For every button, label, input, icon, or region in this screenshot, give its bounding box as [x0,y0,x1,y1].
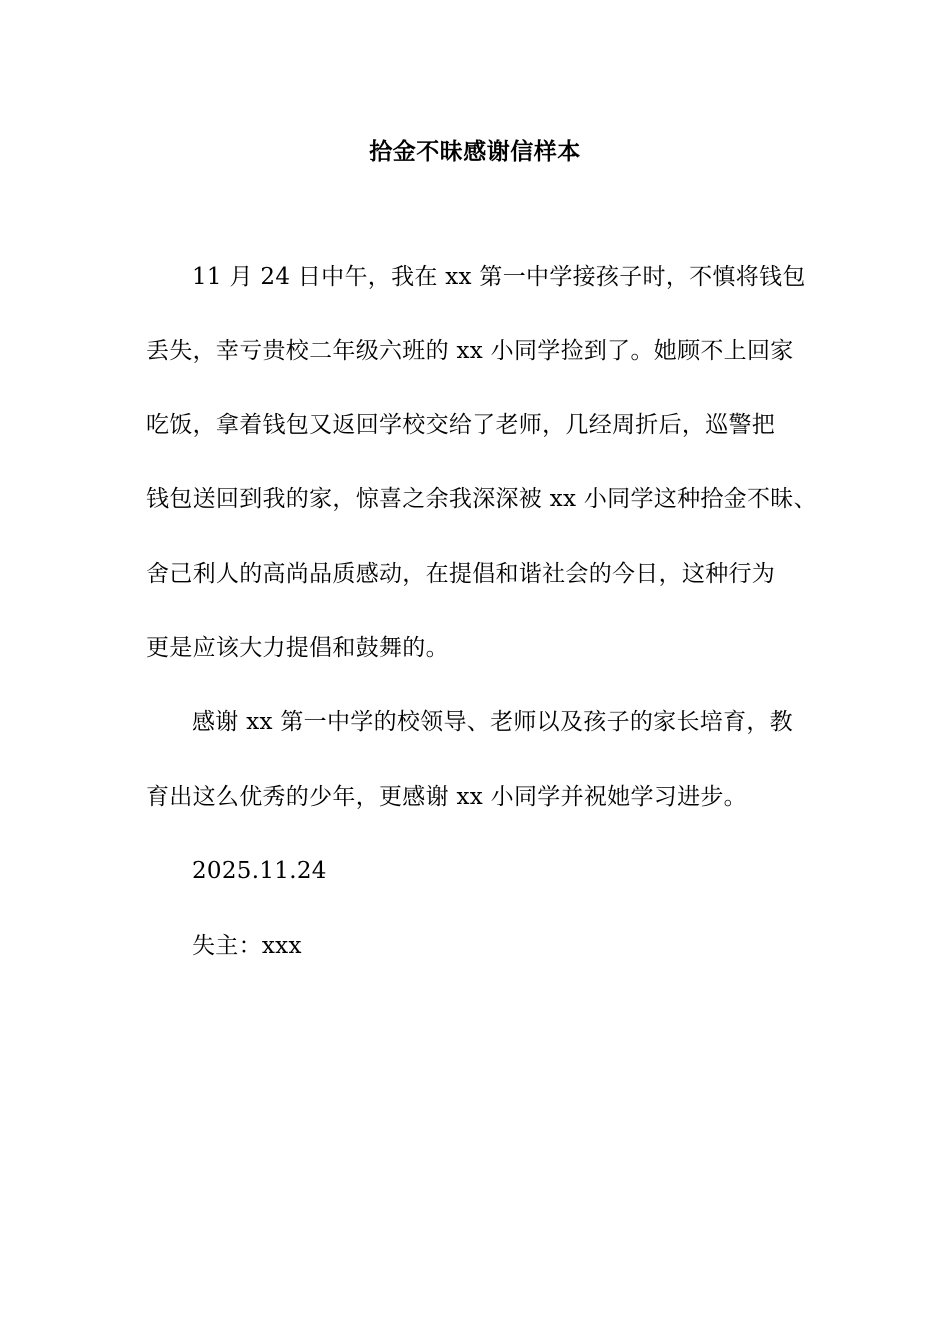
paragraph1-line-6: 更是应该大力提倡和鼓舞的。 [146,635,449,661]
paragraph1-line-2: 丢失，幸亏贵校二年级六班的 xx 小同学捡到了。她顾不上回家 [146,338,794,364]
paragraph2-line-2: 育出这么优秀的少年，更感谢 xx 小同学并祝她学习进步。 [146,784,747,810]
paragraph1-line-1: 11 月 24 日中午，我在 xx 第一中学接孩子时，不慎将钱包 [192,264,806,290]
paragraph1-line-4: 钱包送回到我的家，惊喜之余我深深被 xx 小同学这种拾金不昧、 [146,486,817,512]
letter-signature: 失主：xxx [192,933,302,959]
letter-date: 2025.11.24 [192,858,327,884]
document-title: 拾金不昧感谢信样本 [369,138,581,165]
paragraph1-line-3: 吃饭，拿着钱包又返回学校交给了老师，几经周折后，巡警把 [146,412,776,438]
paragraph1-line-5: 舍己利人的高尚品质感动，在提倡和谐社会的今日，这种行为 [146,561,776,587]
paragraph2-line-1: 感谢 xx 第一中学的校领导、老师以及孩子的家长培育，教 [192,709,793,735]
